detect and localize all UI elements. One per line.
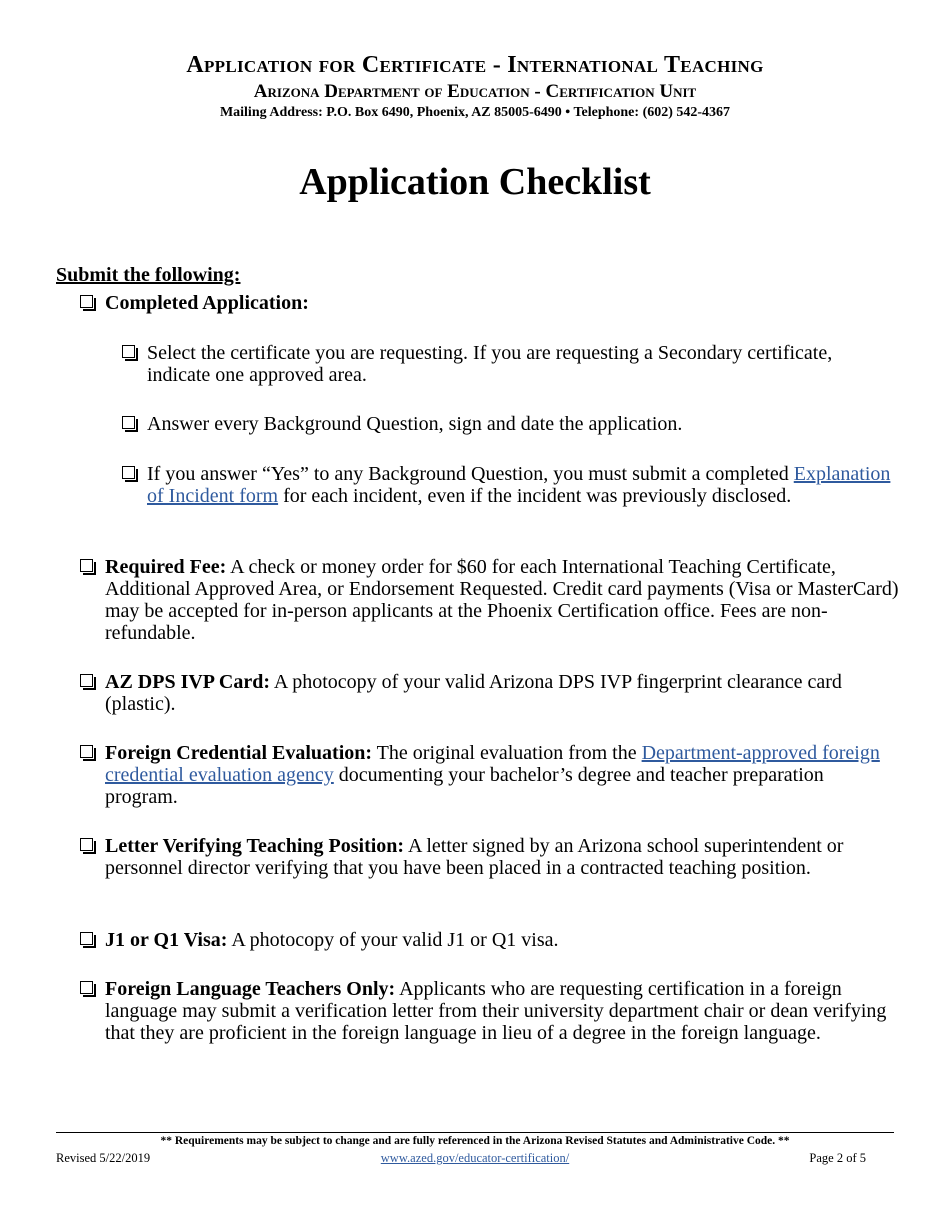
item-text-continued: documenting your bachelor’s degree and teacher preparation program. [105,764,824,808]
checkbox-icon[interactable] [80,981,93,994]
header-title: Application for Certificate - International Teaching [186,52,764,78]
document-header [0,50,950,122]
subitem-text-continued: for each incident, even if the incident was previously disclosed. [278,485,792,507]
item-text: A photocopy of your valid J1 or Q1 visa. [227,929,559,951]
checklist-item-foreign-credential-evaluation [80,742,900,808]
footer-url-link[interactable]: www.azed.gov/educator-certification/ [380,1151,570,1165]
checklist-item-visa [80,929,900,951]
footer-divider [56,1132,894,1133]
item-label: Foreign Credential Evaluation: [105,742,373,764]
checklist-item-teaching-position-letter [80,835,900,879]
submit-heading: Submit the following: [56,264,241,286]
checkbox-icon[interactable] [122,416,135,429]
item-text: A photocopy of your valid Arizona DPS IVP fingerprint clearance card (plastic). [105,671,842,715]
evaluation-agency-link[interactable]: Department-approved foreign credential evaluation agency [105,742,880,786]
item-label: Completed Application: [105,292,309,314]
checkbox-icon[interactable] [122,466,135,479]
item-label: AZ DPS IVP Card: [105,671,271,693]
checklist-subitem-explanation-of-incident [122,463,900,507]
item-label: Foreign Language Teachers Only: [105,978,396,1000]
checklist-item-foreign-language-teachers [80,978,900,1044]
checkbox-icon[interactable] [80,295,93,308]
checklist-subitem-background-questions [122,413,900,435]
checkbox-icon[interactable] [122,345,135,358]
item-text: Applicants who are requesting certification in a foreign language may submit a verification letter from their university department chair or dean verifying that they are proficient in the foreign language in lieu of a degree in the foreign language. [105,978,887,1044]
header-mailing-address: Mailing Address: P.O. Box 6490, Phoenix, AZ 85005-6490 • Telephone: (602) 542-4367 [219,105,731,120]
item-label: J1 or Q1 Visa: [105,929,228,951]
item-text: A letter signed by an Arizona school superintendent or personnel director verifying that you have been placed in a contracted teaching position. [105,835,844,879]
header-subtitle: Arizona Department of Education - Certification Unit [253,81,697,102]
checkbox-icon[interactable] [80,838,93,851]
checkbox-icon[interactable] [80,932,93,945]
checkbox-icon[interactable] [80,559,93,572]
checklist-subitem-select-certificate [122,342,900,386]
item-label: Letter Verifying Teaching Position: [105,835,405,857]
item-text: The original evaluation from the [372,742,642,764]
revised-date: Revised 5/22/2019 [56,1151,151,1165]
page-number: Page 2 of 5 [809,1151,866,1165]
checklist-item-required-fee [80,556,900,644]
item-label: Required Fee: [105,556,227,578]
checkbox-icon[interactable] [80,674,93,687]
item-text: A check or money order for $60 for each International Teaching Certificate, Additional Approved Area, or Endorsement Requested. Credit card payments (Visa or MasterCard) may be accepted for in-person applicants at the Phoenix Certification office. Fees are non-refundable. [105,556,899,644]
subitem-text: Answer every Background Question, sign and date the application. [147,413,683,435]
subitem-text: Select the certificate you are requesting. If you are requesting a Secondary certificate, indicate one approved area. [147,342,833,386]
page-title: Application Checklist [299,161,651,203]
checklist-item-ivp-card [80,671,900,715]
footer-note: ** Requirements may be subject to change and are fully referenced in the Arizona Revised Statutes and Administrative Code. ** [160,1135,790,1147]
explanation-of-incident-link[interactable]: Explanation of Incident form [147,463,891,507]
checklist-item-completed-application [80,292,900,314]
subitem-text: If you answer “Yes” to any Background Question, you must submit a completed [147,463,794,485]
checkbox-icon[interactable] [80,745,93,758]
